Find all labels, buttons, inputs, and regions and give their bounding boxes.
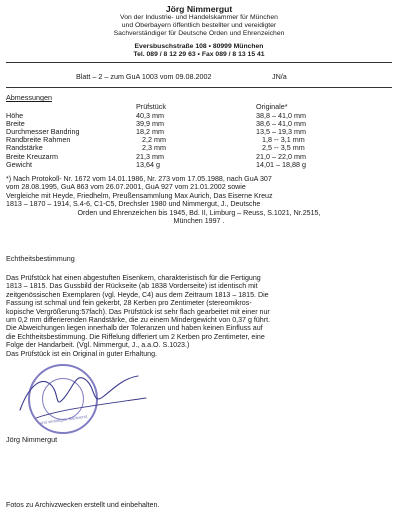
paragraph-line: Das Prüfstück ist ein Original in guter Erhaltung. (6, 349, 158, 358)
table-row: Breite 39,9 mm 38,6 – 41,0 mm (6, 118, 306, 128)
echtheit-title: Echtheitsbestimmung (6, 254, 75, 264)
reference-initials: JN/a (272, 72, 287, 81)
paragraph-line: Folge der Handarbeit. (Vgl. Nimmergut, J., a.a.O. S.1023.) (6, 341, 190, 350)
table-row: Breite Kreuzarm 21,3 mm 21,0 – 22,0 mm (6, 151, 306, 161)
table-row: Randbreite Rahmen 2,2 mm 1,8 -- 3,1 mm (6, 135, 305, 145)
paragraph-line: um 0,2 mm differierenden Randstärke, die zu einem Mindergewicht von 0,37 g führt. (6, 315, 271, 324)
column-header-test: Prüfstück (136, 102, 166, 112)
footnote-line: 1813 – 1870 – 1914, S.4-6, C1-C5, Drechsler 1980 und Nimmergut, J., Deutsche (6, 200, 261, 209)
letterhead-address-block (6, 43, 392, 59)
paragraph-line: kopische Vergrößerung:57fach). Das Prüfstück ist sehr flach gearbeitet mit einer nur (6, 307, 270, 316)
column-header-original: Originale* (256, 102, 288, 112)
footnote (6, 175, 392, 225)
footnote-line: München 1997 . (173, 217, 225, 226)
handwritten-signature (6, 358, 166, 428)
measurements-table (6, 103, 382, 169)
measurements-title: Abmessungen (6, 93, 52, 102)
footer-note: Fotos zu Archivzwecken erstellt und einbehalten. (6, 501, 160, 509)
paragraph-line: Fassung ist schmal und fein gekerbt, 28 Kerben pro Zentimeter (stereomikros- (6, 299, 252, 308)
letterhead-address: Eversbuschstraße 108 • 80999 München (134, 43, 264, 50)
footnote-line: vom 28.08.1995, GuA 863 vom 26.07.2001, GuA 927 vom 21.01.2002 sowie (6, 183, 246, 192)
letterhead-name: Jörg Nimmergut (165, 4, 233, 14)
table-row: Höhe 40,3 mm 38,8 – 41,0 mm (6, 110, 306, 120)
paragraph-line: 1813 – 1815. Das Gussbild der Rückseite (ab 1838 Vorderseite) ist identisch mit (6, 282, 258, 291)
letterhead-line: Von der Industrie- und Handelskammer für München (120, 14, 278, 21)
letterhead-contact: Tel. 089 / 8 12 29 63 • Fax 089 / 8 13 15 41 (133, 51, 265, 58)
header-divider (6, 62, 392, 63)
letterhead (6, 4, 392, 38)
letterhead-line: und Oberbayern öffentlich bestellter und vereidigter (121, 22, 277, 29)
footnote-line: Orden und Ehrenzeichen bis 1945, Bd. II, Limburg – Reuss, S.1021, Nr.2515, (77, 208, 321, 217)
signer-name: Jörg Nimmergut (6, 434, 58, 444)
paragraph-line: zeitgenössischen Exemplaren (vgl. Heyde, C4) aus dem Zeitraum 1813 – 1815. Die (6, 290, 269, 299)
table-row: Durchmesser Bandring 18,2 mm 13,5 – 19,3 mm (6, 127, 306, 137)
table-row: Gewicht 13,64 g 14,01 – 18,88 g (6, 159, 306, 169)
reference-line (6, 73, 392, 87)
echtheit-paragraph (6, 274, 392, 358)
measurements-header-row (6, 103, 382, 111)
paragraph-line: Das Prüfstück hat einen abgestuften Eisenkern, charakteristisch für die Fertigung (6, 273, 261, 282)
letterhead-line: Sachverständiger für Deutsche Orden und Ehrenzeichen (113, 30, 285, 37)
paragraph-line: Die Abweichungen liegen innerhalb der Toleranzen und haben keinen Einfluss auf (6, 324, 263, 333)
seal-text: und vereidigter Sachverst. (39, 413, 89, 426)
footnote-line: Vergleiche mit Heyde, Friedhelm, Preußensammlung Max Aurich, Das Eiserne Kreuz (6, 191, 273, 200)
reference-text: Blatt – 2 – zum GuA 1003 vom 09.08.2002 (76, 72, 212, 81)
paragraph-line: die Echtheitsbestimmung. Die Riffelung differiert um 2 Kerben pro Zentimeter, eine (6, 332, 265, 341)
reference-divider (6, 87, 392, 88)
footnote-line: *) Nach Protokoll- Nr. 1672 vom 14.01.1986, Nr. 273 vom 17.05.1988, nach GuA 307 (6, 175, 272, 184)
signature-area (6, 358, 392, 438)
table-row: Randstärke 2,3 mm 2,5 -- 3,5 mm (6, 143, 305, 153)
